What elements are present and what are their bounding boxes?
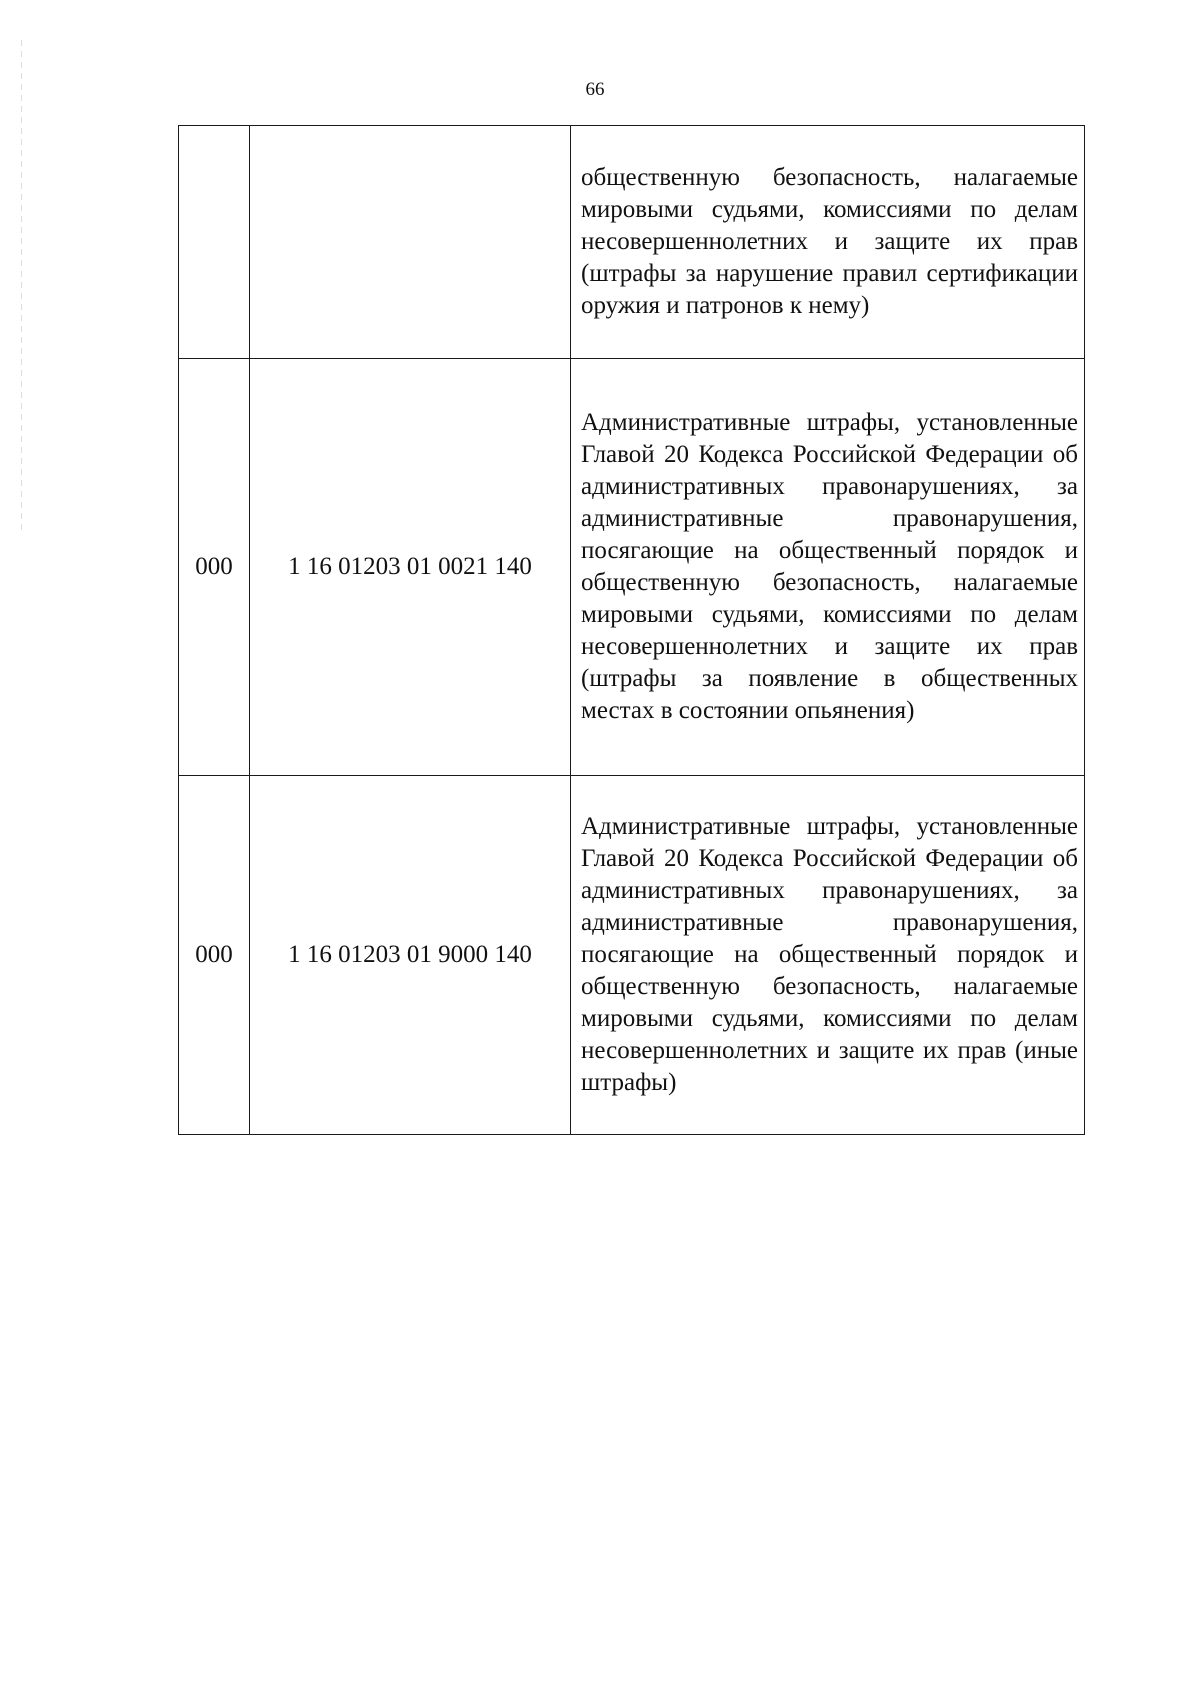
admin-code-cell: 000 <box>179 776 250 1135</box>
description-cell: Административные штрафы, установленные Главой 20 Кодекса Российской Федерации об административных правонарушениях, за административные правонарушения, посягающие на общественный порядок и общественную безопасность, налагаемые мировыми судьями, комиссиями по делам несовершеннолетних и защите их прав (штрафы за появление в общественных местах в состоянии опьянения) <box>571 359 1085 776</box>
table-row <box>179 359 1085 776</box>
description-cell: общественную безопасность, налагаемые мировыми судьями, комиссиями по делам несовершеннолетних и защите их прав (штрафы за нарушение правил сертификации оружия и патронов к нему) <box>571 126 1085 359</box>
budget-code-cell: 1 16 01203 01 0021 140 <box>250 359 571 776</box>
page-number: 66 <box>585 79 605 100</box>
table-row <box>179 126 1085 359</box>
admin-code-cell: 000 <box>179 359 250 776</box>
scan-margin-mark <box>21 40 22 530</box>
admin-code-cell <box>179 126 250 359</box>
budget-code-cell: 1 16 01203 01 9000 140 <box>250 776 571 1135</box>
description-cell: Административные штрафы, установленные Главой 20 Кодекса Российской Федерации об административных правонарушениях, за административные правонарушения, посягающие на общественный порядок и общественную безопасность, налагаемые мировыми судьями, комиссиями по делам несовершеннолетних и защите их прав (иные штрафы) <box>571 776 1085 1135</box>
table-row <box>179 776 1085 1135</box>
budget-classification-table <box>178 125 1085 1135</box>
budget-code-cell <box>250 126 571 359</box>
